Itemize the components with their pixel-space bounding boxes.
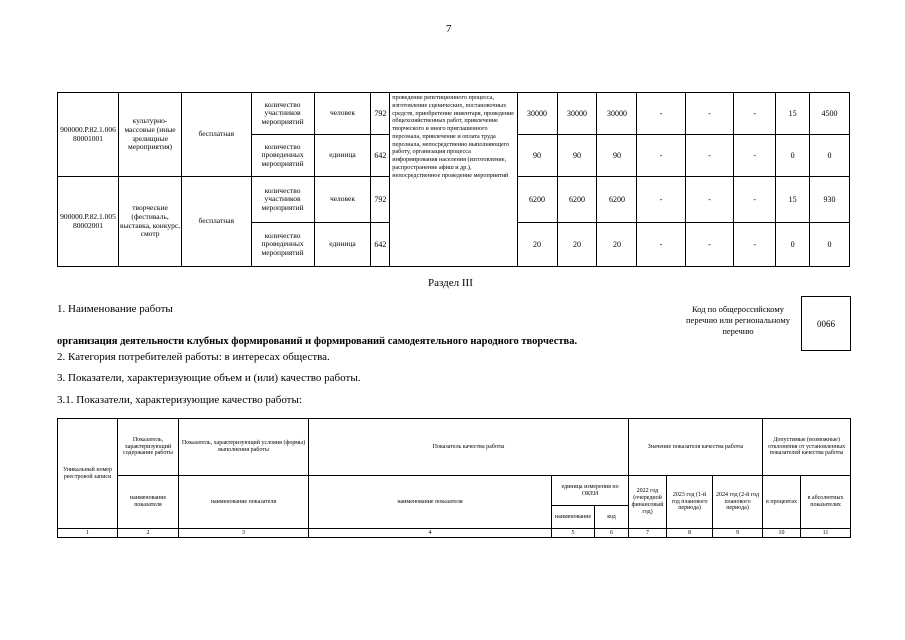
column-number: 7 xyxy=(629,529,667,538)
okei-code: 792 xyxy=(371,177,390,223)
value-cell: - xyxy=(734,93,776,135)
header-conditions: Показатель, характеризующий условия (формы) выполнения работы xyxy=(179,419,309,476)
subheader-name: наименование показателя xyxy=(179,476,309,529)
subheader-name: наименование показателя xyxy=(118,476,179,529)
quality-heading: 3.1. Показатели, характеризующие качество работы: xyxy=(57,394,302,406)
services-table xyxy=(57,92,850,267)
value-cell: 30000 xyxy=(517,93,557,135)
value-cell: 20 xyxy=(557,223,597,267)
column-number: 10 xyxy=(763,529,801,538)
column-number: 9 xyxy=(713,529,763,538)
value-cell: - xyxy=(734,135,776,177)
indicator-name: количество проведенных мероприятий xyxy=(251,223,314,267)
value-cell: 930 xyxy=(809,177,849,223)
code-label: Код по общероссийскому перечню или региональному перечню xyxy=(686,304,790,337)
header-values: Значение показателя качества работы xyxy=(629,419,763,476)
quality-table xyxy=(57,418,851,538)
service-code: 900000.Р.82.1.005 80002001 xyxy=(58,177,119,267)
value-cell: - xyxy=(685,93,733,135)
column-numbers-row xyxy=(58,529,851,538)
unit-name: единица xyxy=(314,223,371,267)
work-name-value: организация деятельности клубных формирований и формирований самодеятельного народного творчества. xyxy=(57,336,578,347)
value-cell: 15 xyxy=(776,93,810,135)
column-number: 1 xyxy=(58,529,118,538)
unit-name: человек xyxy=(314,93,371,135)
header-content: Показатель, характеризующий содержание работы xyxy=(118,419,179,476)
subheader-code: код xyxy=(595,506,629,529)
work-name-label: 1. Наименование работы xyxy=(57,303,173,315)
table-header-row xyxy=(58,419,851,476)
value-cell: 30000 xyxy=(557,93,597,135)
value-cell: 20 xyxy=(597,223,637,267)
header-quality: Показатель качества работы xyxy=(309,419,629,476)
value-cell: - xyxy=(637,223,685,267)
okei-code: 642 xyxy=(371,135,390,177)
work-description: проведение репетиционного процесса, изготовление сценических, постановочных средств, приобретение инвентаря, проведение общехозяйственных работ, привлечение творческого и иного приглашенного персонала, привлечение и оплата труда персонала, непосредственно выполняющего работу, организация процесса информирования населения (изготовление, распространение афиш и др.), непосредственное проведение мероприятий xyxy=(390,93,517,267)
service-name: творческие (фестиваль, выставка, конкурс, смотр xyxy=(119,177,182,267)
value-cell: 30000 xyxy=(597,93,637,135)
indicators-heading: 3. Показатели, характеризующие объем и (или) качество работы. xyxy=(57,372,361,384)
value-cell: 6200 xyxy=(517,177,557,223)
unit-name: человек xyxy=(314,177,371,223)
subheader-2023: 2023 год (1-й год планового периода) xyxy=(667,476,713,529)
value-cell: 0 xyxy=(809,223,849,267)
code-box xyxy=(801,296,851,351)
subheader-percent: в процентах xyxy=(763,476,801,529)
value-cell: - xyxy=(637,177,685,223)
value-cell: 0 xyxy=(776,135,810,177)
service-name: культурно-массовые (иные зрелищные мероприятия) xyxy=(119,93,182,177)
column-number: 2 xyxy=(118,529,179,538)
value-cell: 15 xyxy=(776,177,810,223)
value-cell: 90 xyxy=(557,135,597,177)
okei-code: 642 xyxy=(371,223,390,267)
code-value: 0066 xyxy=(817,318,835,329)
value-cell: 4500 xyxy=(809,93,849,135)
column-number: 11 xyxy=(801,529,851,538)
subheader-2024: 2024 год (2-й год планового периода) xyxy=(713,476,763,529)
unit-name: единица xyxy=(314,135,371,177)
header-deviation: Допустимые (возможные) отклонения от установленных показателей качества работы xyxy=(763,419,851,476)
section-title: Раздел III xyxy=(428,277,473,289)
subheader-absolute: в абсолютных показателях xyxy=(801,476,851,529)
indicator-name: количество проведенных мероприятий xyxy=(251,135,314,177)
column-number: 8 xyxy=(667,529,713,538)
value-cell: 6200 xyxy=(597,177,637,223)
service-payment: бесплатная xyxy=(182,93,251,177)
column-number: 3 xyxy=(179,529,309,538)
subheader-2022: 2022 год (очередной финансовый год) xyxy=(629,476,667,529)
column-number: 6 xyxy=(595,529,629,538)
value-cell: - xyxy=(734,177,776,223)
value-cell: - xyxy=(734,223,776,267)
value-cell: 20 xyxy=(517,223,557,267)
subheader-name: наименование показателя xyxy=(309,476,552,529)
indicator-name: количество участников мероприятий xyxy=(251,93,314,135)
okei-code: 792 xyxy=(371,93,390,135)
value-cell: - xyxy=(685,135,733,177)
value-cell: - xyxy=(637,135,685,177)
service-code: 900000.Р.82.1.006 80001001 xyxy=(58,93,119,177)
value-cell: - xyxy=(685,223,733,267)
service-payment: бесплатная xyxy=(182,177,251,267)
value-cell: 6200 xyxy=(557,177,597,223)
indicator-name: количество участников мероприятий xyxy=(251,177,314,223)
value-cell: 0 xyxy=(776,223,810,267)
value-cell: - xyxy=(637,93,685,135)
value-cell: 90 xyxy=(517,135,557,177)
column-number: 5 xyxy=(552,529,595,538)
column-number: 4 xyxy=(309,529,552,538)
page-number: 7 xyxy=(446,23,452,35)
subheader-unit-name: наименование xyxy=(552,506,595,529)
value-cell: 0 xyxy=(809,135,849,177)
subheader-unit: единица измерения по ОКЕИ xyxy=(552,476,629,506)
consumer-category: 2. Категория потребителей работы: в интересах общества. xyxy=(57,351,330,363)
value-cell: 90 xyxy=(597,135,637,177)
table-header-row xyxy=(58,476,851,506)
value-cell: - xyxy=(685,177,733,223)
header-registry: Уникальный номер реестровой записи xyxy=(58,419,118,529)
table-row xyxy=(58,93,850,135)
